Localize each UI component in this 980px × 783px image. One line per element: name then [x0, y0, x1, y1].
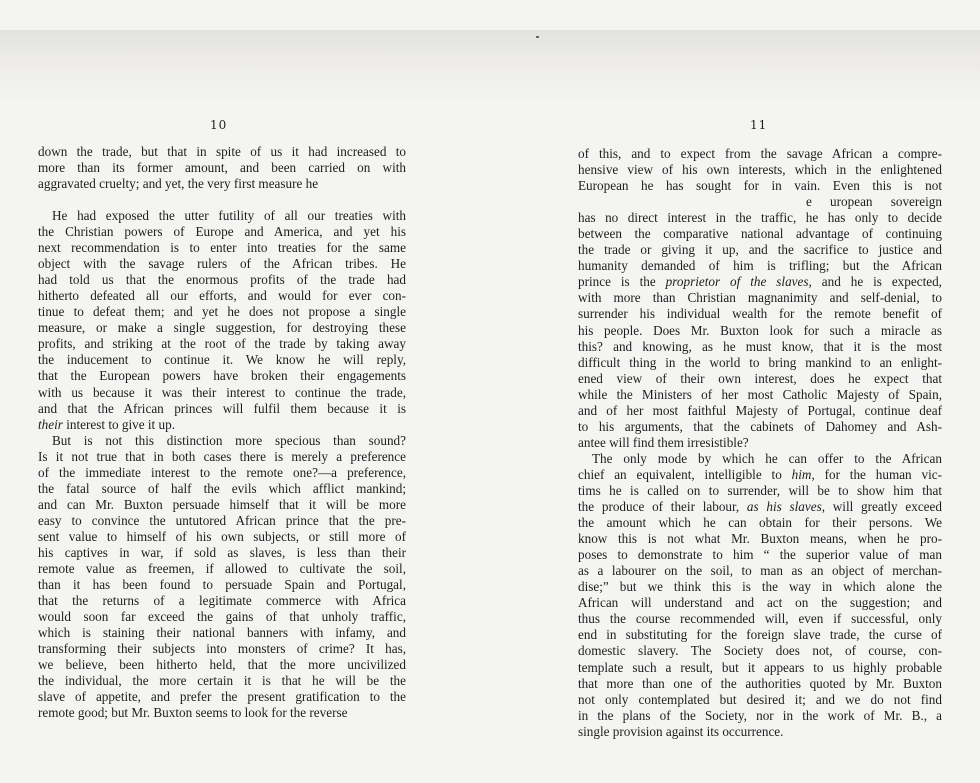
- text-line: than it has been found to persuade Spain and Portugal,: [38, 577, 406, 593]
- text-line: that the returns of a legitimate commerce with Africa: [38, 593, 406, 609]
- text-line: that the European powers have broken their engagements: [38, 368, 406, 384]
- italic-emphasis: as his slaves: [746, 499, 822, 515]
- text-line: while the Ministers of her most Catholic Majesty of Spain,: [578, 386, 942, 402]
- text-line: surrender his individual wealth for the remote benefit of: [578, 306, 942, 322]
- text-line: European he has sought for in vain. Even this is not: [578, 178, 942, 194]
- text-line: that more than one of the authorities quoted by Mr. Buxton: [578, 675, 942, 691]
- right-text-block: [578, 146, 942, 740]
- text-line: this? and knowing, as he must know, that it is the most: [578, 338, 942, 354]
- left-text-block-b: [38, 208, 406, 722]
- text-line: not only contemplated but desired it; and we do not find: [578, 691, 942, 707]
- text-line: object with the savage rulers of the African tribes. He: [38, 256, 406, 272]
- page-number-right: 11: [750, 118, 768, 132]
- italic-emphasis: him: [791, 466, 812, 482]
- text-line: more than its former amount, and been carried on with: [38, 160, 406, 176]
- text-line: with more than Christian magnanimity and self-denial, to: [578, 290, 942, 306]
- text-line: would soon far exceed the gains of that unholy traffic,: [38, 609, 406, 625]
- text-line: [578, 274, 942, 290]
- text-line: humanity demanded of him is trifling; but the African: [578, 258, 942, 274]
- text-line: tinue to defeat them; and yet he does not propose a single: [38, 304, 406, 320]
- italic-emphasis: proprietor of the slaves: [665, 274, 809, 290]
- text-fragment: the produce of their labour,: [578, 499, 747, 515]
- text-line: which is staining their national banners with infamy, and: [38, 625, 406, 641]
- text-line: and of her most faithful Majesty of Portugal, continue deaf: [578, 402, 942, 418]
- left-page: [38, 0, 406, 783]
- text-line: aggravated cruelty; and yet, the very first measure he: [38, 176, 319, 192]
- text-fragment: chief an equivalent, intelligible to: [578, 466, 792, 482]
- text-line: end in substituting for the foreign slave trade, the curse of: [578, 627, 942, 643]
- text-line: of the immediate interest to the remote one?—a preference,: [38, 464, 406, 480]
- text-fragment: , will greatly exceed: [821, 499, 942, 515]
- text-line: dise;” but we think this is the way in which alone the: [578, 579, 942, 595]
- text-line: single provision against its occurrence.: [578, 723, 784, 739]
- page-number-left: 10: [210, 118, 228, 132]
- text-line: antee will find them irresistible?: [578, 434, 749, 450]
- text-fragment: prince is the: [578, 274, 666, 290]
- text-line: Is it not true that in both cases there is merely a preference: [38, 448, 406, 464]
- text-line: poses to demonstrate to him “ the superior value of man: [578, 547, 942, 563]
- text-line: remote value as freemen, if allowed to cultivate the soil,: [38, 561, 406, 577]
- text-line: between the comparative national advantage of continuing: [578, 226, 942, 242]
- text-line: ened view of their own interest, does he expect that: [578, 370, 942, 386]
- text-line: hensive view of his own interests, which in the enlightened: [578, 162, 942, 178]
- text-line: [38, 417, 406, 433]
- text-line: his captives in war, if sold as slaves, is less than their: [38, 544, 406, 560]
- text-line: and can Mr. Buxton persuade himself that it will be more: [38, 496, 406, 512]
- text-line: and that the African princes will fulfil them because it is: [38, 400, 406, 416]
- text-line: the Christian powers of Europe and America, and yet his: [38, 224, 406, 240]
- text-line: the fatal source of half the evils which afflict mankind;: [38, 480, 406, 496]
- scan-speck: [536, 36, 539, 38]
- text-line: The only mode by which he can offer to the African: [592, 450, 942, 466]
- text-line: know this is not what Mr. Buxton means, when he pro-: [578, 531, 942, 547]
- text-line: e uropean sovereign: [806, 194, 942, 210]
- text-line: has no direct interest in the traffic, he has only to decide: [578, 210, 942, 226]
- text-line: [578, 467, 942, 483]
- text-line: transforming their subjects into monsters of crime? It has,: [38, 641, 406, 657]
- text-line: tims he is called on to surrender, will be to show him that: [578, 482, 942, 498]
- text-line: we believe, been hitherto held, that the more uncivilized: [38, 657, 406, 673]
- text-line: slave of appetite, and prefer the present gratification to the: [38, 689, 406, 705]
- text-line: domestic slavery. The Society does not, of course, con-: [578, 643, 942, 659]
- right-page: [578, 0, 942, 783]
- text-line: But is not this distinction more specious than sound?: [52, 432, 406, 448]
- text-line: the inducement to continue it. We know he will reply,: [38, 352, 406, 368]
- text-line: thus the course recommended will, even if successful, only: [578, 611, 942, 627]
- text-line: his people. Does Mr. Buxton look for such a miracle as: [578, 322, 942, 338]
- text-line: the individual, the more certain it is that he will be the: [38, 673, 406, 689]
- text-fragment: , for the human vic-: [811, 466, 942, 482]
- text-line: African will understand and act on the suggestion; and: [578, 595, 942, 611]
- text-line: the amount which he can obtain for their persons. We: [578, 515, 942, 531]
- text-line: to his arguments, that the cabinets of Dahomey and Ash-: [578, 418, 942, 434]
- text-fragment: , and he is expected,: [808, 274, 942, 290]
- text-line: He had exposed the utter futility of all our treaties with: [52, 208, 406, 223]
- text-line: template such a result, but it appears to us highly probable: [578, 659, 942, 675]
- text-line: as a labourer on the soil, to man as an object of merchan-: [578, 563, 942, 579]
- text-line: measure, or make a single suggestion, for destroying these: [38, 320, 406, 336]
- text-line: hitherto defeated all our efforts, and would for ever con-: [38, 288, 406, 304]
- text-line: remote good; but Mr. Buxton seems to look for the reverse: [38, 705, 348, 721]
- text-line: had told us that the enormous profits of the trade had: [38, 272, 406, 288]
- text-line: in the plans of the Society, nor in the work of Mr. B., a: [578, 707, 942, 723]
- text-fragment: interest to give it up.: [62, 416, 175, 432]
- text-line: down the trade, but that in spite of us it had increased to: [38, 144, 406, 159]
- left-text-block-a: [38, 144, 406, 192]
- text-line: with us because it was their interest to continue the trade,: [38, 384, 406, 400]
- text-line: easy to convince the untutored African prince that the pre-: [38, 512, 406, 528]
- text-line: profits, and striking at the root of the trade by taking away: [38, 336, 406, 352]
- text-line: next recommendation is to enter into treaties for the same: [38, 240, 406, 256]
- text-line: [578, 499, 942, 515]
- italic-emphasis: their: [38, 416, 63, 432]
- text-line: of this, and to expect from the savage African a compre-: [578, 146, 942, 161]
- text-line: sent value to himself of his own subjects, or still more of: [38, 528, 406, 544]
- text-line: the trade or giving it up, and the sacrifice to justice and: [578, 242, 942, 258]
- text-line: difficult thing in the world to bring mankind to an enlight-: [578, 354, 942, 370]
